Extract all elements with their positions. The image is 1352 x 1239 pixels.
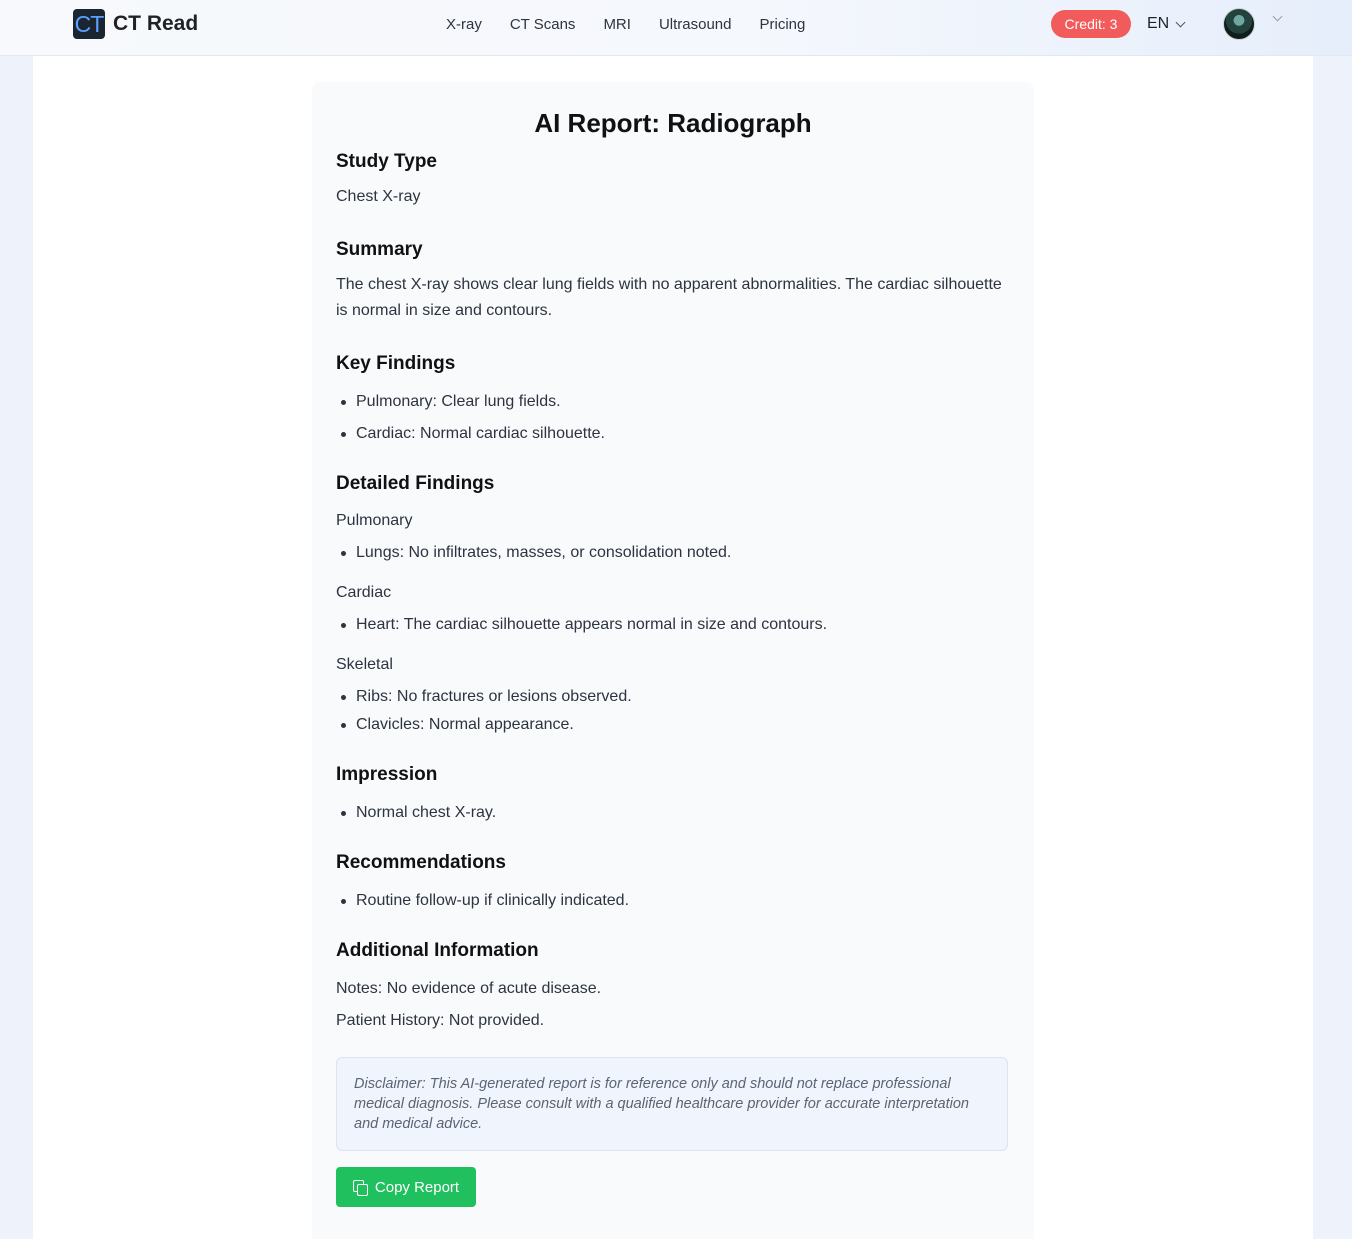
logo-text: CT Read [113, 12, 199, 35]
list-item: Normal chest X-ray. [336, 802, 1010, 824]
list-item: Pulmonary: Clear lung fields. [336, 391, 1010, 413]
language-selector[interactable] [1147, 12, 1184, 36]
nav-link-mri[interactable]: MRI [603, 15, 631, 33]
study-type-value: Chest X-ray [336, 188, 421, 205]
skeletal-list [336, 686, 1010, 736]
nav-link-ct-scans[interactable]: CT Scans [509, 15, 576, 33]
key-findings-heading: Key Findings [336, 353, 456, 374]
nav-link-ultrasound[interactable]: Ultrasound [658, 15, 732, 33]
list-item: Lungs: No infiltrates, masses, or consolidation noted. [336, 542, 1010, 564]
impression-list [336, 802, 1010, 824]
notes-text: Notes: No evidence of acute disease. [336, 980, 602, 997]
chevron-down-icon [1176, 17, 1186, 27]
cardiac-list [336, 614, 1010, 636]
copy-icon [353, 1180, 367, 1194]
copy-report-label: Copy Report [374, 1178, 460, 1196]
disclaimer-box: Disclaimer: This AI-generated report is for reference only and should not replace professional medical diagnosis. Please consult with a qualified healthcare provider for accurate interpretation and medical advice. [336, 1057, 1008, 1151]
credit-badge[interactable]: Credit: 3 [1051, 10, 1131, 38]
study-type-heading: Study Type [336, 151, 437, 172]
list-item: Ribs: No fractures or lesions observed. [336, 686, 1010, 708]
logo-mark-icon: CT [74, 11, 104, 37]
summary-text: The chest X-ray shows clear lung fields with no apparent abnormalities. The cardiac silhouette is normal in size and contours. [336, 276, 1002, 319]
subsection-label: Cardiac [336, 584, 392, 601]
patient-history-text: Patient History: Not provided. [336, 1012, 545, 1029]
nav-link-pricing[interactable]: Pricing [759, 15, 806, 33]
avatar[interactable] [1223, 8, 1255, 40]
key-findings-list [336, 391, 1010, 445]
additional-info-heading: Additional Information [336, 940, 539, 961]
recommendations-heading: Recommendations [336, 852, 506, 873]
detailed-findings-heading: Detailed Findings [336, 473, 495, 494]
logo[interactable] [73, 9, 198, 39]
pulmonary-list [336, 542, 1010, 564]
impression-heading: Impression [336, 764, 438, 785]
summary-heading: Summary [336, 239, 423, 260]
chevron-down-icon[interactable] [1273, 12, 1283, 22]
copy-report-button[interactable] [336, 1167, 476, 1207]
recommendations-list [336, 890, 1010, 912]
list-item: Cardiac: Normal cardiac silhouette. [336, 423, 1010, 445]
top-header [0, 0, 1352, 56]
nav-link-xray[interactable]: X-ray [446, 15, 482, 33]
report-card [312, 82, 1034, 1239]
main-nav [446, 0, 833, 48]
list-item: Routine follow-up if clinically indicated. [336, 890, 1010, 912]
subsection-label: Skeletal [336, 656, 393, 673]
subsection-label: Pulmonary [336, 512, 413, 529]
list-item: Heart: The cardiac silhouette appears normal in size and contours. [336, 614, 1010, 636]
report-title: AI Report: Radiograph [534, 108, 812, 138]
list-item: Clavicles: Normal appearance. [336, 714, 1010, 736]
language-label: EN [1147, 15, 1170, 32]
